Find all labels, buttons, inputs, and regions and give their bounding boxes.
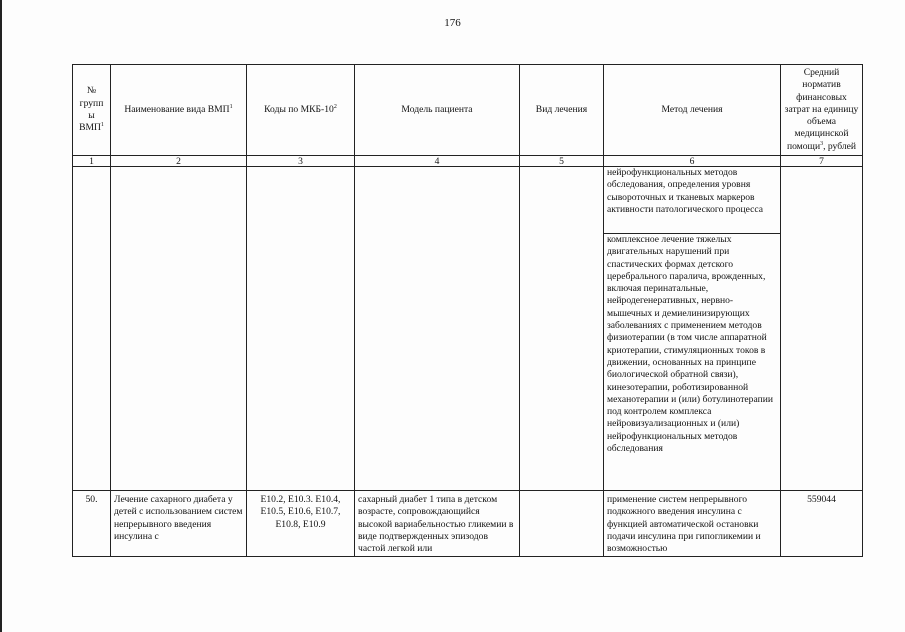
column-number: 1 [73, 156, 111, 167]
page-edge-line [0, 0, 2, 632]
treatment-method-cell: применение систем непрерывного подкожного введения инсулина с функцией автоматической остановки подачи инсулина при гипогликемии и возможностью [604, 491, 781, 557]
column-number-row [73, 156, 863, 167]
header-vmp-name: Наименование вида ВМП$^1$ [111, 65, 247, 156]
header-row [73, 65, 863, 156]
page-number: 176 [444, 17, 461, 29]
column-number: 2 [111, 156, 247, 167]
header-patient-model: Модель пациента [355, 65, 520, 156]
header-icd-codes: Коды по МКБ-$10^2$ [247, 65, 355, 156]
empty-cell [73, 167, 111, 491]
column-number: 4 [355, 156, 520, 167]
header-treatment-type: Вид лечения [520, 65, 604, 156]
group-number-cell: 50. [73, 491, 111, 557]
column-number: 5 [520, 156, 604, 167]
empty-cell [111, 167, 247, 491]
column-number: 6 [604, 156, 781, 167]
header-group-number: № групп ы ВМП$^1$ [73, 65, 111, 156]
empty-cell [247, 167, 355, 491]
column-number: 7 [781, 156, 863, 167]
cost-cell: 559044 [781, 491, 863, 557]
icd-codes-cell: E10.2, E10.3. E10.4, E10.5, E10.6, E10.7, E10.8, E10.9 [247, 491, 355, 557]
vmp-name-cell: Лечение сахарного диабета у детей с использованием систем непрерывного введения инсулина с [111, 491, 247, 557]
patient-model-cell: сахарный диабет 1 типа в детском возрасте, сопровождающийся высокой вариабельностью гликемии в виде подтвержденных эпизодов частой легкой или [355, 491, 520, 557]
header-treatment-method: Метод лечения [604, 65, 781, 156]
table-row-50 [73, 491, 863, 557]
column-number: 3 [247, 156, 355, 167]
empty-cell [520, 167, 604, 491]
header-average-cost: Средний норматив финансовых затрат на единицу объема медицинской помощи$^3$, рублей [781, 65, 863, 156]
treatment-type-cell [520, 491, 604, 557]
continuation-row [73, 167, 863, 234]
vmp-table [72, 64, 863, 557]
empty-cell [781, 167, 863, 491]
empty-cell [355, 167, 520, 491]
method-cell-b: комплексное лечение тяжелых двигательных нарушений при спастических формах детского церебрального паралича, врожденных, включая перинатальные, нейродегенеративных, нервно-мышечных и демиелинизирующих заболеваниях с применением методов физиотерапии (в том числе аппаратной криотерапии, стимуляционных токов в движении, основанных на принципе биологической обратной связи), кинезотерапии, роботизированной механотерапии и (или) ботулинотерапии под контролем комплекса нейровизуализационных и (или) нейрофункциональных методов обследования [604, 234, 781, 491]
method-cell-a: нейрофункциональных методов обследования, определения уровня сывороточных и тканевых маркеров активности патологического процесса [604, 167, 781, 234]
